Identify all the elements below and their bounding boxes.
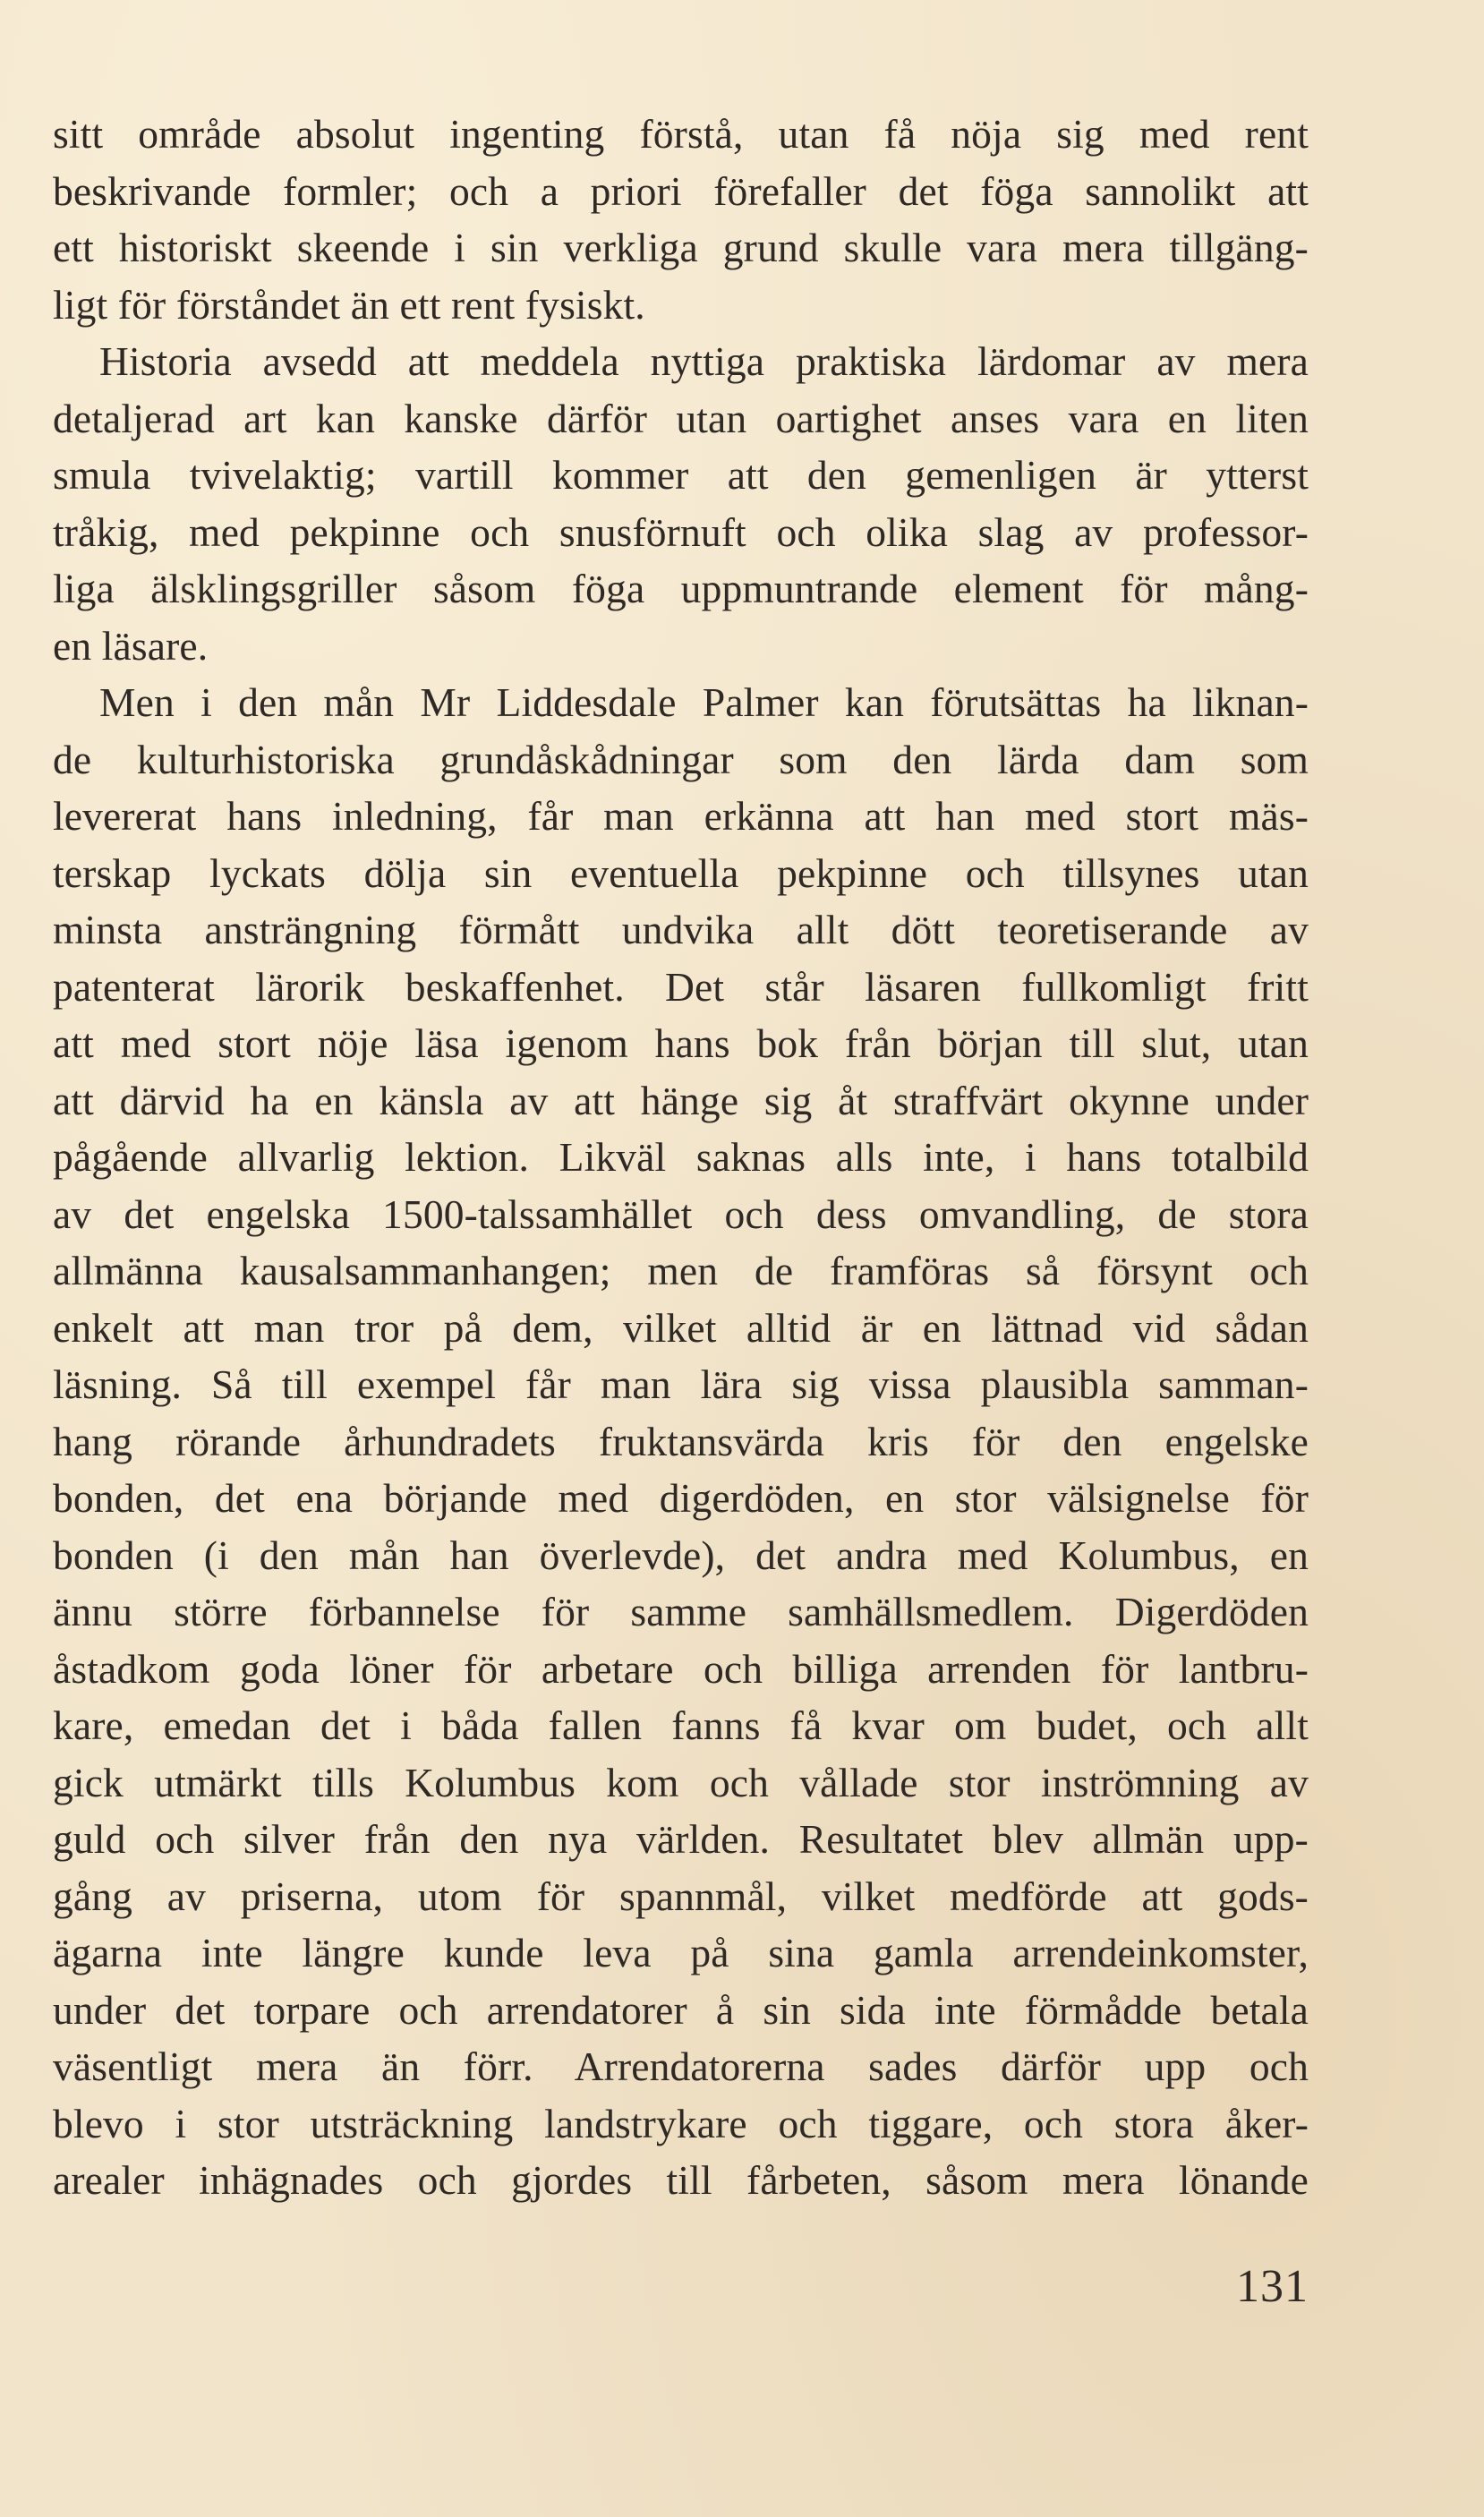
paragraph <box>53 674 1309 2209</box>
text-line: enkelt att man tror på dem, vilket alltid är en lättnad vid sådan <box>53 1304 1309 1351</box>
text-line: kare, emedan det i båda fallen fanns få kvar om budet, och allt <box>53 1702 1309 1748</box>
text-line: arealer inhägnades och gjordes till fårbeten, såsom mera lönande <box>53 2157 1309 2203</box>
text-line: läsning. Så till exempel får man lära sig vissa plausibla samman- <box>53 1361 1309 1407</box>
paragraph <box>53 106 1309 333</box>
text-line: ligt för förståndet än ett rent fysiskt. <box>53 281 645 328</box>
text-line: gång av priserna, utom för spannmål, vilket medförde att gods- <box>53 1873 1309 1919</box>
text-line: hang rörande århundradets fruktansvärda kris för den engelske <box>53 1418 1309 1464</box>
text-line: åstadkom goda löner för arbetare och billiga arrenden för lantbru- <box>53 1645 1309 1692</box>
text-line: patenterat lärorik beskaffenhet. Det står läsaren fullkomligt fritt <box>53 963 1309 1010</box>
text-line: att därvid ha en känsla av att hänge sig åt straffvärt okynne under <box>53 1077 1309 1123</box>
text-line: liga älsklingsgriller såsom föga uppmuntrande element för mång- <box>53 566 1309 611</box>
text-line: Men i den mån Mr Liddesdale Palmer kan förutsättas ha liknan- <box>99 679 1309 725</box>
text-line: bonden (i den mån han överlevde), det andra med Kolumbus, en <box>53 1532 1309 1578</box>
text-line: gick utmärkt tills Kolumbus kom och vållade stor inströmning av <box>53 1759 1309 1805</box>
text-line: bonden, det ena börjande med digerdöden, en stor välsignelse för <box>53 1475 1309 1521</box>
text-line: beskrivande formler; och a priori förefaller det föga sannolikt att <box>53 167 1309 214</box>
text-line: de kulturhistoriska grundåskådningar som den lärda dam som <box>53 736 1309 782</box>
text-line: av det engelska 1500-talssamhället och dess omvandling, de stora <box>53 1190 1309 1237</box>
text-line: blevo i stor utsträckning landstrykare och tiggare, och stora åker- <box>53 2100 1309 2146</box>
text-line: ännu större förbannelse för samme samhällsmedlem. Digerdöden <box>53 1589 1309 1634</box>
body-text <box>53 106 1309 2209</box>
text-line: väsentligt mera än förr. Arrendatorerna sades därför upp och <box>53 2043 1309 2089</box>
text-line: detaljerad art kan kanske därför utan oartighet anses vara en liten <box>53 395 1309 441</box>
text-line: smula tvivelaktig; vartill kommer att den gemenligen är ytterst <box>53 452 1309 498</box>
text-line: under det torpare och arrendatorer å sin sida inte förmådde betala <box>53 1986 1309 2033</box>
text-line: allmänna kausalsammanhangen; men de framföras så försynt och <box>53 1248 1309 1293</box>
text-line: guld och silver från den nya världen. Resultatet blev allmän upp- <box>53 1816 1309 1862</box>
text-line: levererat hans inledning, får man erkänna att han med stort mäs- <box>53 793 1309 839</box>
text-line: sitt område absolut ingenting förstå, utan få nöja sig med rent <box>53 111 1309 157</box>
text-line: minsta ansträngning förmått undvika allt dött teoretiserande av <box>53 907 1309 952</box>
text-line: ett historiskt skeende i sin verkliga grund skulle vara mera tillgäng- <box>53 225 1309 270</box>
text-line: att med stort nöje läsa igenom hans bok från början till slut, utan <box>53 1020 1309 1066</box>
text-line: en läsare. <box>53 622 209 669</box>
paragraph <box>53 333 1309 674</box>
text-line: ägarna inte längre kunde leva på sina gamla arrendeinkomster, <box>53 1930 1309 1975</box>
text-line: Historia avsedd att meddela nyttiga praktiska lärdomar av mera <box>99 338 1309 384</box>
text-line: tråkig, med pekpinne och snusförnuft och olika slag av professor- <box>53 508 1309 555</box>
text-line: pågående allvarlig lektion. Likväl saknas alls inte, i hans totalbild <box>53 1134 1309 1180</box>
page-number: 131 <box>1236 2261 1309 2312</box>
text-line: terskap lyckats dölja sin eventuella pekpinne och tillsynes utan <box>53 849 1309 896</box>
